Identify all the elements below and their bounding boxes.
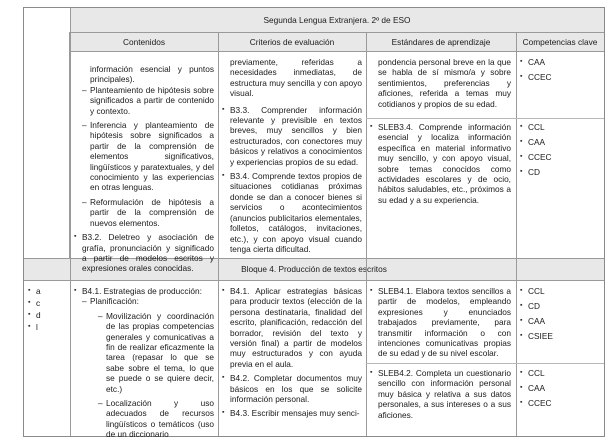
row2-contenidos	[74, 286, 214, 440]
header-contenidos: Contenidos	[70, 32, 218, 51]
curriculum-table	[23, 7, 605, 440]
criterios-text: previamente, referidas a necesidades inmediatas, de estructura muy sencilla y con apoyo visual.	[230, 57, 362, 99]
table-title: Segunda Lengua Extranjera. 2º de ESO	[263, 15, 411, 25]
header-competencias: Competencias clave	[516, 32, 604, 51]
row2-estandares-b	[370, 368, 511, 434]
row2-competencias-a	[520, 286, 600, 360]
competencia-item: ▪ CSIEE	[520, 331, 600, 343]
bloque4-title: Bloque 4. Producción de textos escritos	[241, 264, 387, 274]
contenidos-item: – Localización y uso adecuados de recursos lingüísticos o temáticos (uso de un diccionario	[98, 398, 214, 440]
estandares-item: ▪ SLEB4.2. Completa un cuestionario sencillo con información personal muy básica y relativa a sus datos personales, a sus intereses o a sus aficiones.	[370, 368, 511, 420]
competencia-item: ▪ CD	[520, 167, 600, 179]
row2-objetivos	[28, 286, 66, 356]
criterios-item: ▪ B4.3. Escribir mensajes muy senci-	[222, 408, 362, 418]
grid-line	[366, 363, 604, 364]
grid-line	[218, 32, 219, 436]
objetivo-item: ▪ c	[28, 298, 66, 310]
grid-line	[70, 8, 71, 436]
table-title-cell	[70, 8, 604, 32]
criterios-item: ▪ B3.3. Comprender información relevante y previsible en textos breves, muy sencillos y bien estructurados, con conectores muy básicos y relativos a conocimientos y experiencias propios de su edad.	[222, 105, 362, 167]
objetivo-item: ▪ a	[28, 286, 66, 298]
row1-contenidos	[74, 64, 214, 274]
competencia-item: ▪ CCEC	[520, 152, 600, 164]
contenidos-item: ▪ B4.1. Estrategias de producción:	[74, 286, 214, 296]
row1-estandares-b	[370, 122, 511, 254]
contenidos-item: – Inferencia y planteamiento de hipótesis sobre significados a partir de la comprensión de elementos significativos, lingüísticos y paratextuales, y del conocimiento y las experiencias en otras lenguas.	[82, 120, 214, 193]
estandares-item: ▪ SLEB4.1. Elabora textos sencillos a partir de modelos, empleando expresiones y enunciados trabajados previamente, para transmitir información o con intenciones comunicativas propias de su edad y de su nivel escolar.	[370, 286, 511, 359]
row2-estandares-a	[370, 286, 511, 361]
competencia-item: ▪ CAA	[520, 316, 600, 328]
row1-competencias-b	[520, 122, 600, 192]
grid-line	[24, 32, 604, 33]
objetivo-item: ▪ d	[28, 310, 66, 322]
competencia-item: ▪ CCEC	[520, 72, 600, 84]
competencia-item: ▪ CCL	[520, 368, 600, 380]
estandares-text: pondencia personal breve en la que se habla de sí mismo/a y sobre sentimientos, preferencias y aficiones, referida a temas muy cotidianos y propios de su edad.	[378, 57, 511, 109]
competencia-item: ▪ CCL	[520, 122, 600, 134]
row2-competencias-b	[520, 368, 600, 428]
competencia-item: ▪ CAA	[520, 383, 600, 395]
objetivo-item: ▪ l	[28, 322, 66, 334]
competencia-item: ▪ CAA	[520, 137, 600, 149]
contenidos-item: – Reformulación de hipótesis a partir de la comprensión de nuevos elementos.	[82, 197, 214, 228]
competencia-item: ▪ CAA	[520, 57, 600, 69]
grid-line	[366, 32, 367, 436]
header-criterios: Criterios de evaluación	[218, 32, 366, 51]
estandares-item: ▪ SLEB3.4. Comprende información esencial y localiza información específica en material informativo muy sencillo, y con apoyo visual, sobre temas conocidos como actividades escolares y de ocio, hábitos saludables, etc., próximos a su edad y a su experiencia.	[370, 122, 511, 205]
grid-line	[366, 118, 604, 119]
grid-line	[24, 280, 604, 281]
criterios-item: ▪ B4.1. Aplicar estrategias básicas para producir textos (elección de la persona destinataria, finalidad del escrito, planificación, redacción del borrador, revisión del texto y versión final) a partir de modelos muy estructurados y con ayuda previa en el aula.	[222, 286, 362, 369]
contenidos-item: – Movilización y coordinación de las propias competencias generales y comunicativas a fin de realizar eficazmente la tarea (repasar lo que se sabe sobre el tema, lo que se puede o se quiere decir, etc.)	[98, 311, 214, 394]
grid-line	[24, 51, 604, 52]
row1-competencias-a	[520, 57, 600, 113]
header-estandares: Estándares de aprendizaje	[366, 32, 516, 51]
row2-criterios	[222, 286, 362, 434]
competencia-item: ▪ CCL	[520, 286, 600, 298]
contenidos-item: ▪ B3.2. Deletreo y asociación de grafía, pronunciación y significado a partir de modelos escritos y expresiones orales conocidas.	[74, 232, 214, 274]
contenidos-text: información esencial y puntos principales).	[90, 64, 214, 85]
row1-criterios	[222, 57, 362, 255]
criterios-item: ▪ B4.2. Completar documentos muy básicos en los que se solicite información personal.	[222, 373, 362, 404]
criterios-item: ▪ B3.4. Comprende textos propios de situaciones cotidianas próximas donde se dan a conocer bienes si servicios o acontecimientos (anuncios publicitarios elementales, folletos, catálogos, invitaciones, etc.), y con apoyo visual cuando tenga cierta dificultad.	[222, 171, 362, 254]
competencia-item: ▪ CD	[520, 301, 600, 313]
contenidos-item: – Planificación:	[82, 296, 214, 306]
grid-line	[516, 32, 517, 436]
row1-estandares	[370, 57, 511, 115]
competencia-item: ▪ CCEC	[520, 398, 600, 410]
contenidos-item: – Planteamiento de hipótesis sobre significados a partir de contenido y contexto.	[82, 85, 214, 116]
